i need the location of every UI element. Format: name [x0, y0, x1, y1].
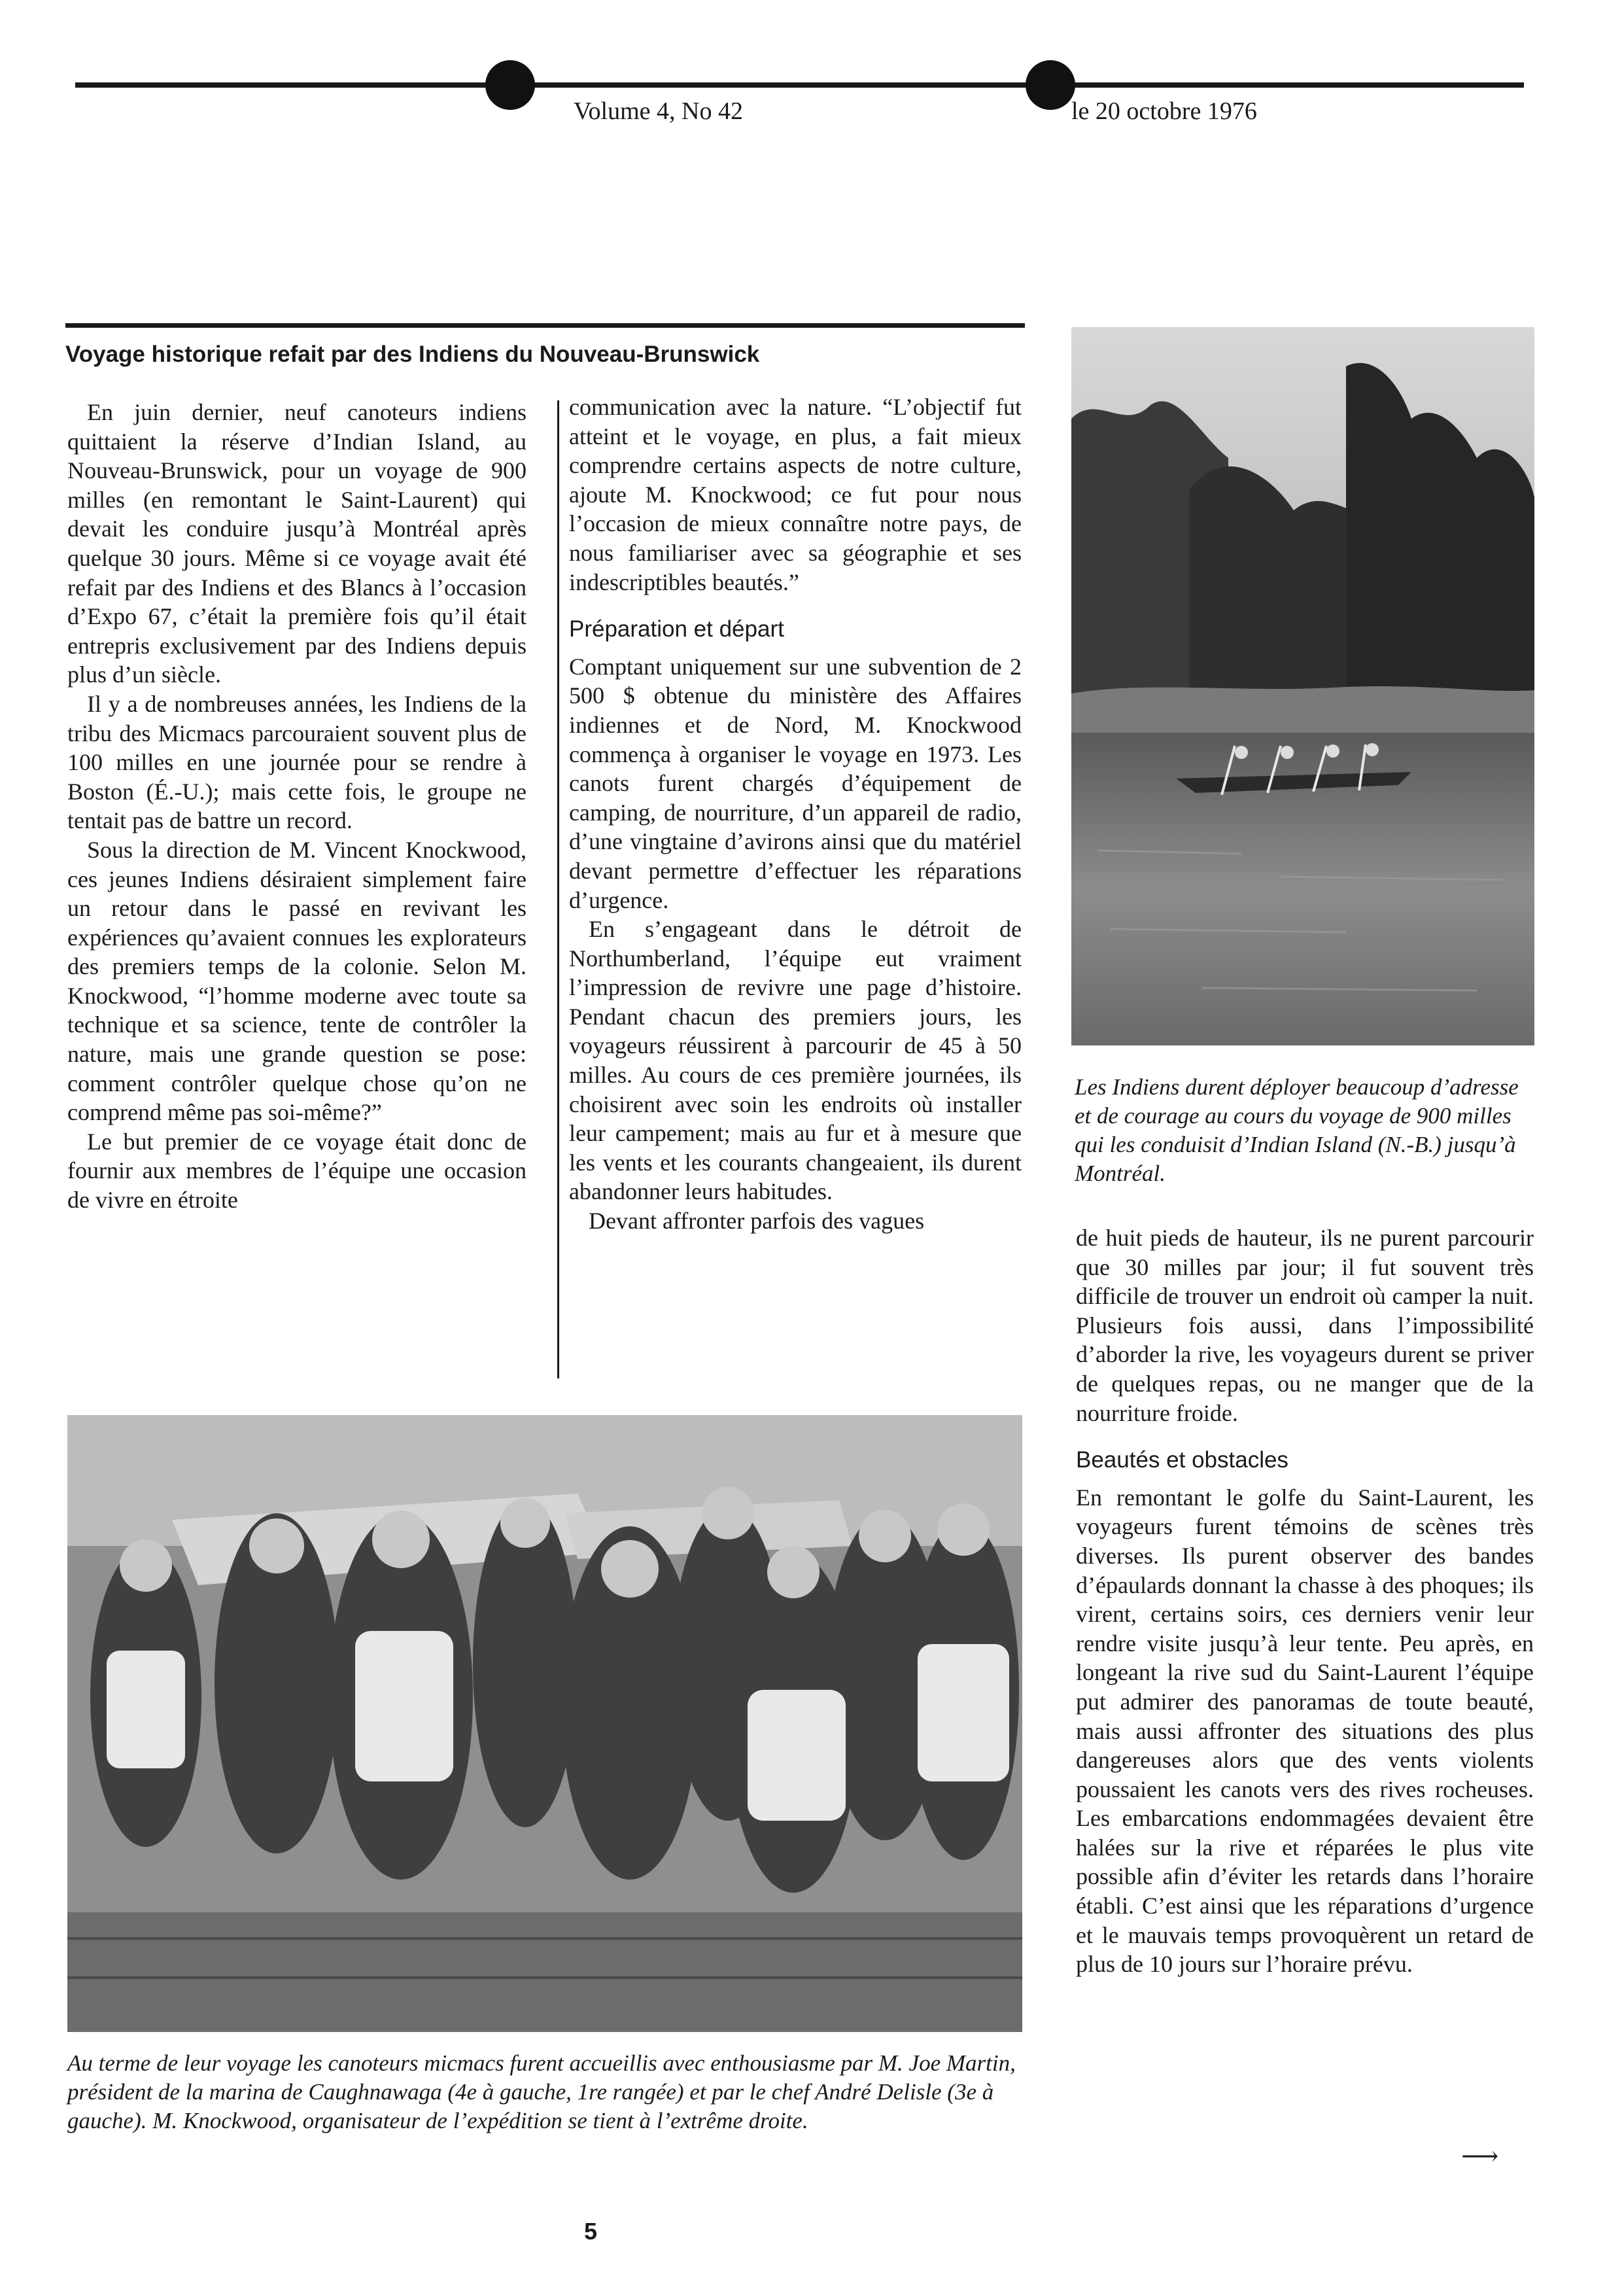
paragraph: En remontant le golfe du Saint-Laurent, les voyageurs furent témoins de scènes très diverses. Ils purent observer des bandes d’épaulards donnant la chasse à des phoques; ils virent, certains soirs, ces derniers venir leur rendre visite jusqu’à leur tente. Peu après, en longeant la rive sud du Saint-Laurent l’équipe put admirer des panoramas de toute beauté, mais aussi affronter des situations des plus dangereuses alors que des vents violents poussaient les canots vers des rives rocheuses. Les embarcations endommagées devaient être halées sur la rive et réparées le plus vite possible afin d’éviter les retards dans l’horaire établi. C’est ainsi que les réparations d’urgence et le mauvais temps provoquèrent un retard de plus de 10 jours sur l’horaire prévu.: [1076, 1484, 1534, 1978]
page-number: 5: [584, 2218, 598, 2245]
group-photo: [67, 1415, 1022, 2032]
paragraph: de huit pieds de hauteur, ils ne purent parcourir que 30 milles par jour; il fut souvent très difficile de trouver un endroit où camper la nuit. Plusieurs fois aussi, dans l’impossibilité d’aborder la rive, les voyageurs durent se priver de quelques repas, ou ne manger que de la nourriture froide.: [1076, 1225, 1534, 1426]
column-divider: [557, 400, 559, 1378]
continued-arrow: ⟶: [1461, 2141, 1499, 2171]
subheading-beautes: Beautés et obstacles: [1076, 1447, 1288, 1473]
paragraph: Comptant uniquement sur une subvention de 2 500 $ obtenue du ministère des Affaires indiennes et de Nord, M. Knockwood commença à organiser le voyage en 1973. Les canots furent chargés d’équipement de camping, de nourriture, d’un appareil de radio, d’une vingtaine d’avirons ainsi que du matériel devant permettre d’effectuer les réparations d’urgence.: [569, 653, 1022, 913]
paragraph: Il y a de nombreuses années, les Indiens de la tribu des Micmacs parcouraient souvent plus de 100 milles en une journée pour se rendre à Boston (É.-U.); mais cette fois, le groupe ne tentait pas de battre un record.: [67, 690, 527, 834]
header-dot-left: [485, 60, 535, 110]
issue-volume: Volume 4, No 42: [574, 97, 743, 125]
paragraph: Sous la direction de M. Vincent Knockwood, ces jeunes Indiens désiraient simplement faire un retour dans le passé en revivant les expériences qu’avaient connues les explorateurs des premiers temps de la colonie. Selon M. Knockwood, “l’homme moderne avec toute sa technique et sa science, tente de contrôler la nature, mais une grande question se pose: comment contrôler quelque chose qu’on ne comprend même pas soi-même?”: [67, 836, 527, 1126]
group-photo-illustration: [67, 1415, 1022, 2032]
article-column-3: [1076, 1223, 1534, 1979]
group-photo-caption: Au terme de leur voyage les canoteurs micmacs furent accueillis avec enthousiasme par M. Joe Martin, président de la marina de Caughnawaga (4e à gauche, 1re rangée) et par le chef André Delisle (3e à gauche). M. Knockwood, organisateur de l’expédition se tient à l’extrême droite.: [67, 2050, 1016, 2133]
subheading-preparation: Préparation et départ: [569, 616, 784, 642]
canoe-photo: [1071, 327, 1534, 1045]
paragraph: En s’engageant dans le détroit de Northumberland, l’équipe eut vraiment l’impression de revivre une page d’histoire. Pendant chacun des premiers jours, les voyageurs réussirent à parcourir de 45 à 50 milles. Au cours de ces première journées, ils choisirent avec soin les endroits où installer leur campement; mais au fur et à mesure que les vents et les courants changeaient, ils durent abandonner leurs habitudes.: [569, 916, 1022, 1205]
paragraph: Devant affronter parfois des vagues: [589, 1208, 925, 1235]
paragraph: En juin dernier, neuf canoteurs indiens quittaient la réserve d’Indian Island, au Nouveau-Brunswick, pour un voyage de 900 milles (en remontant le Saint-Laurent) qui devait les conduire jusqu’à Montréal après quelque 30 jours. Même si ce voyage avait été refait par des Indiens et des Blancs à l’occasion d’Expo 67, c’était la première fois qu’il était entrepris exclusivement par des Indiens depuis plus d’un siècle.: [67, 399, 527, 688]
paragraph: Le but premier de ce voyage était donc de fournir aux membres de l’équipe une occasion de vivre en étroite: [67, 1128, 527, 1214]
header-dot-right: [1026, 60, 1075, 110]
article-title: Voyage historique refait par des Indiens du Nouveau-Brunswick: [65, 342, 760, 367]
header-rule: [75, 82, 1524, 88]
paragraph: communication avec la nature. “L’objectif fut atteint et le voyage, en plus, a fait mieux comprendre certains aspects de notre culture, ajoute M. Knockwood; ce fut pour nous l’occasion de mieux connaître notre pays, de nous familiariser avec sa géographie et ses indescriptibles beautés.”: [569, 394, 1022, 595]
title-rule: [65, 323, 1025, 328]
issue-date: le 20 octobre 1976: [1071, 97, 1257, 125]
canoe-photo-caption: Les Indiens durent déployer beaucoup d’adresse et de courage au cours du voyage de 900 milles qui les conduisit d’Indian Island (N.-B.) jusqu’à Montréal.: [1075, 1074, 1519, 1186]
article-column-1: [67, 398, 527, 1215]
article-column-2: [569, 393, 1022, 1236]
canoe-photo-illustration: [1071, 327, 1534, 1045]
